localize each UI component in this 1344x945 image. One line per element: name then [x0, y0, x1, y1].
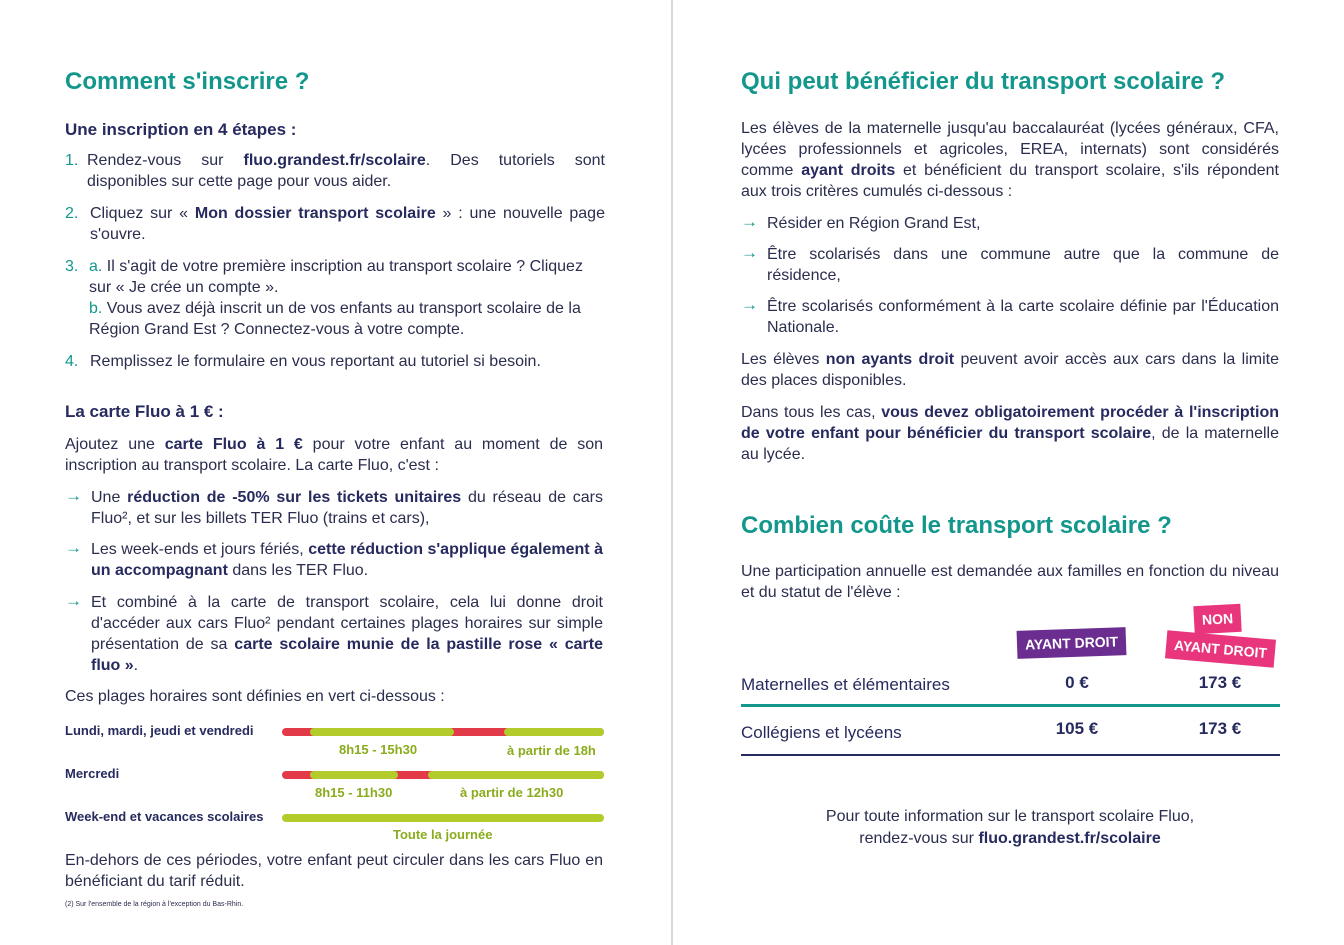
- schedule-bar-green: [428, 771, 604, 779]
- schedule-bar-green: [504, 728, 604, 736]
- eligibility-intro: Les élèves de la maternelle jusqu'au baccalauréat (lycées généraux, CFA, lycées professionnels et agricoles, EREA, internats) sont considérés comme ayant droits et bénéficient du transport scolaire, s'ils répondent aux trois critères cumulés ci-dessous :: [741, 120, 1279, 200]
- step-4: 4. Remplissez le formulaire en vous reportant au tutoriel si besoin.: [65, 353, 541, 370]
- step-number: 3.: [65, 258, 79, 275]
- schedule-green-label: 8h15 - 15h30: [339, 742, 418, 757]
- schedule-bar-green: [310, 771, 398, 779]
- arrow-right-icon: →: [741, 212, 758, 231]
- schedule-intro: Ces plages horaires sont définies en vert ci-dessous :: [65, 688, 445, 705]
- schedule-bar-green: [310, 728, 454, 736]
- row-label: Maternelles et élémentaires: [741, 675, 950, 694]
- right-page: [672, 0, 1344, 945]
- step-number: 4.: [65, 353, 79, 370]
- table-bottom-rule: [741, 754, 1280, 756]
- cost-title: Combien coûte le transport scolaire ?: [741, 512, 1172, 539]
- arrow-right-icon: →: [65, 486, 82, 505]
- bullet-2: Les week-ends et jours fériés, cette réduction s'applique également à un accompagnant dans les TER Fluo.: [91, 541, 603, 579]
- card-heading: La carte Fluo à 1 € :: [65, 402, 224, 421]
- schedule-green-label: à partir de 12h30: [460, 785, 564, 800]
- row-label: Collégiens et lycéens: [741, 723, 902, 742]
- obligation-text: Dans tous les cas, vous devez obligatoirement procéder à l'inscription de votre enfant pour bénéficier du transport scolaire, de la maternelle au lycée.: [741, 404, 1279, 463]
- row-value: 173 €: [1198, 719, 1242, 738]
- info-box: Pour toute information sur le transport scolaire Fluo, rendez-vous sur fluo.grandest.fr/scolaire: [825, 808, 1195, 847]
- outro-text: En-dehors de ces périodes, votre enfant peut circuler dans les cars Fluo en bénéficiant du tarif réduit.: [65, 852, 603, 890]
- arrow-right-icon: →: [65, 538, 82, 557]
- step-number: 1.: [65, 152, 79, 169]
- eligibility-title: Qui peut bénéficier du transport scolaire ?: [741, 68, 1226, 95]
- criterion-3: Être scolarisés conformément à la carte scolaire définie par l'Éducation Nationale.: [767, 298, 1279, 336]
- schedule-label: Lundi, mardi, jeudi et vendredi: [65, 723, 254, 738]
- site-link[interactable]: fluo.grandest.fr/scolaire: [243, 152, 426, 169]
- criterion-2: Être scolarisés dans une commune autre que la commune de résidence,: [767, 246, 1279, 284]
- site-link[interactable]: fluo.grandest.fr/scolaire: [978, 830, 1161, 847]
- non-ayant-text: Les élèves non ayants droit peuvent avoir accès aux cars dans la limite des places disponibles.: [741, 351, 1280, 389]
- criterion-1: Résider en Région Grand Est,: [767, 215, 981, 232]
- steps-heading: Une inscription en 4 étapes :: [65, 120, 297, 139]
- cost-intro: Une participation annuelle est demandée aux familles en fonction du niveau et du statut de l'élève :: [741, 563, 1279, 601]
- row-value: 0 €: [1065, 673, 1089, 692]
- step-3: 3. a. Il s'agit de votre première inscription au transport scolaire ? Cliquez sur « Je crée un compte ». b. Vous avez déjà inscrit un de vos enfants au transport scolaire de la Région Grand Est ? Connectez-vous à votre compte.: [65, 258, 583, 338]
- step-1: 1. Rendez-vous sur fluo.grandest.fr/scolaire. Des tutoriels sont disponibles sur cette page pour vous aider.: [65, 152, 606, 190]
- bullet-3: Et combiné à la carte de transport scolaire, cela lui donne droit d'accéder aux cars Fluo² pendant certaines plages horaires sur simple présentation de sa carte scolaire munie de la pastille rose « carte fluo ».: [91, 594, 603, 674]
- schedule-green-label: Toute la journée: [393, 827, 493, 842]
- badge-ayant-droit: AYANT DROIT: [1017, 627, 1127, 659]
- row-value: 105 €: [1055, 719, 1099, 738]
- schedule-label: Mercredi: [65, 766, 120, 781]
- step-number: 2.: [65, 205, 79, 222]
- arrow-right-icon: →: [741, 295, 758, 314]
- step-2: 2. Cliquez sur « Mon dossier transport scolaire » : une nouvelle page s'ouvre.: [65, 205, 605, 243]
- arrow-right-icon: →: [65, 591, 82, 610]
- badge-non: NON: [1193, 604, 1242, 634]
- table-divider: [741, 704, 1280, 707]
- bullet-1: Une réduction de -50% sur les tickets unitaires du réseau de cars Fluo², et sur les billets TER Fluo (trains et cars),: [91, 489, 604, 527]
- registration-title: Comment s'inscrire ?: [65, 68, 310, 95]
- schedule-label: Week-end et vacances scolaires: [65, 809, 264, 824]
- schedule-green-label: à partir de 18h: [507, 743, 596, 758]
- badge-non-ayant-droit: AYANT DROIT: [1165, 630, 1276, 667]
- footnote: (2) Sur l'ensemble de la région à l'exception du Bas-Rhin.: [65, 901, 244, 908]
- card-intro: Ajoutez une carte Fluo à 1 € pour votre enfant au moment de son inscription au transport scolaire. La carte Fluo, c'est :: [65, 436, 604, 474]
- schedule-green-label: 8h15 - 11h30: [315, 785, 393, 800]
- arrow-right-icon: →: [741, 243, 758, 262]
- row-value: 173 €: [1198, 673, 1242, 692]
- schedule-bar-green: [282, 814, 604, 822]
